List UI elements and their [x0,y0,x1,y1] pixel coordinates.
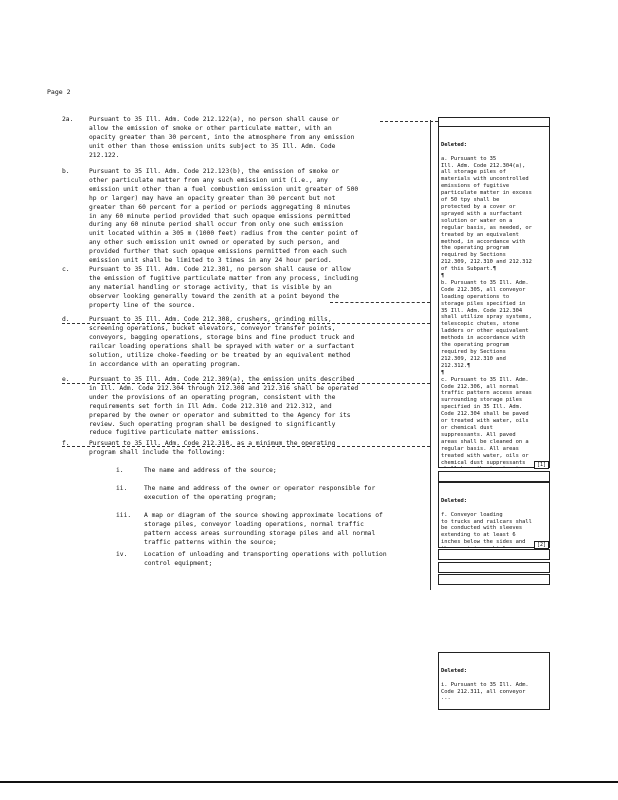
comment-line: particulate matter in excess [441,190,532,197]
comment-line: Code 212.305, all conveyor [441,286,526,293]
paragraph-number: 2a. [62,116,74,123]
sub-item-line: pattern access areas surrounding storage piles and all normal [144,529,376,537]
paragraph-line: Pursuant to 35 Ill. Adm. Code 212.301, no person shall cause or allow [89,266,351,273]
connector-c [330,302,430,303]
comment-line: inches below the sides and [441,539,526,546]
page-bottom-edge [0,781,618,783]
comment-line: f. Conveyor loading [441,511,503,518]
comment-formatted[interactable] [438,549,550,560]
comment-line: shall utilize spray systems, [441,314,532,321]
paragraph-line: hp or larger) may have an opacity greater than 30 percent but not [89,194,336,202]
paragraph-line: Pursuant to 35 Ill. Adm. Code 212.122(a), no person shall cause or [89,116,340,123]
sub-item-line: The name and address of the owner or operator responsible for [144,485,376,492]
comment-line: sprayed with a surfactant [441,210,523,217]
comment-deleted-4[interactable]: Deleted: f. Conveyor loading to trucks and railcars shall be conducted with sleeves extending to at least 6 inches below the sides and [438,482,550,548]
comment-line [441,546,547,548]
comment-connector-line [430,120,431,590]
comment-line: 35 Ill. Adm. Code 212.304 [441,307,523,314]
comment-line: telescopic chutes, stone [441,321,519,328]
paragraph-line: during any 60 minute period shall occur from only one such emission [89,221,344,229]
comment-line: 212.312.¶ [441,362,471,369]
paragraph-line: in accordance with an operating program. [89,360,241,368]
paragraph-line: reduce fugitive particulate matter emissions. [89,429,260,437]
paragraph-number: c. [62,266,70,273]
comment-line: or treated with water, oils [441,418,529,425]
comment-line: suppressants. All paved [441,431,516,438]
paragraph-line: 212.122. [89,151,120,159]
comment-line: i. Pursuant to 35 Ill. Adm. [441,681,529,688]
comment-line: Code 212.304 shall be paved [441,411,529,418]
paragraph-line: prepared by the owner or operator and submitted to the Agency for its [89,411,351,419]
comment-line: chemical dust suppressants [441,459,526,466]
comment-marker-2[interactable]: [2] [534,541,549,549]
paragraph-line: solution, utilize choke-feeding or be treated by an equivalent method [89,351,351,359]
connector-2a [380,121,438,122]
comment-line: of 50 tpy shall be [441,197,500,204]
sub-item-number: iv. [116,551,128,558]
comment-line: specified in 35 Ill. Adm. [441,404,523,411]
comment-line: extending to at least 6 [441,532,516,539]
comment-line: be conducted with sleeves [441,525,523,532]
sub-item-line: Location of unloading and transporting operations with pollution [144,551,387,558]
comment-line: Code 212.306, all normal [441,383,519,390]
comment-line: treated with water, oils or [441,452,529,459]
comment-marker-1[interactable]: [1] [534,461,549,469]
comment-line: b. Pursuant to 35 Ill. Adm. [441,279,529,286]
comment-line: treated by an equivalent [441,231,519,238]
paragraph-number: b. [62,168,70,175]
comment-line: ¶ [441,369,445,376]
paragraph-line: provided further that such opaque emissions permitted from each such [89,248,347,256]
comment-line: protected by a cover or [441,203,516,210]
comment-line: the operating program [441,245,510,252]
paragraph-line: emission unit other than a fuel combustion emission unit greater of 500 [89,185,359,193]
paragraph-line: Pursuant to 35 Ill. Adm. Code 212.309(a), the emission units described [89,376,355,383]
paragraph-line: any material handling or storage activity, that is visible by an [89,283,332,291]
comment-line: ladders or other equivalent [441,328,529,335]
comment-deleted-5[interactable] [438,562,550,573]
comment-deleted-6[interactable] [438,574,550,585]
page-label: Page 2 [47,88,71,96]
comment-line: regular basis, as needed, or [441,224,532,231]
comment-line: ... [441,695,451,702]
comment-line: ¶ [441,273,445,280]
paragraph-line: greater than 60 percent for a period or periods aggregating 8 minutes [89,203,351,211]
comment-line: Ill. Adm. Code 212.304(a), [441,162,526,169]
paragraph-line: property line of the source. [89,301,196,309]
comment-line: 212.309, 212.310 and 212.312 [441,259,532,266]
paragraph-number: f. [62,440,70,447]
paragraph-number: d. [62,316,70,323]
paragraph-line: emission unit shall be limited to 3 times in any 24 hour period. [89,257,332,265]
paragraph-line: in Ill. Adm. Code 212.304 through 212.308 and 212.316 shall be operated [89,384,359,392]
sub-item-line: traffic patterns within the source; [144,538,277,546]
comment-line: loading operations to [441,293,510,300]
paragraph-line: unit other than those emission units subject to 35 Ill. Adm. Code [89,142,336,150]
paragraph-line: any other such emission unit owned or operated by such person, and [89,239,340,247]
paragraph-number: e. [62,376,70,383]
paragraph-line: other particulate matter from any such emission unit (i.e., any [89,176,328,184]
paragraph-line: the emission of fugitive particulate matter from any process, including [89,274,359,282]
comment-line [441,466,547,468]
comment-line: or chemical dust [441,424,493,431]
comment-line: areas shall be cleaned on a [441,438,529,445]
comment-line: regular basis. All areas [441,445,519,452]
paragraph-line: opacity greater than 30 percent, into the atmosphere from any emission [89,133,355,141]
sub-item-line: The name and address of the source; [144,467,277,474]
sub-item-line: A map or diagram of the source showing approximate locations of [144,512,383,519]
paragraph-line: program shall include the following: [89,448,226,456]
comment-deleted-3[interactable] [438,471,550,482]
comment-line: required by Sections [441,349,506,355]
paragraph-line: railcar loading operations shall be sprayed with water or a surfactant [89,342,355,350]
paragraph-line: conveyors, bagging operations, storage bins and fine product truck and [89,333,355,341]
paragraph-line: allow the emission of smoke or other particulate matter, with an [89,124,332,132]
comment-line: emissions of fugitive [441,183,510,190]
comment-line: to trucks and railcars shall [441,518,532,525]
comment-line: traffic pattern access areas [441,390,532,397]
comment-line: surrounding storage piles [441,397,523,404]
comment-deleted-7[interactable]: Deleted: i. Pursuant to 35 Ill. Adm. Code 212.311, all conveyor ... [438,652,550,710]
comment-line: the operating program [441,342,510,349]
paragraph-line: in any 60 minute period provided that such opaque emissions permitted [89,212,351,220]
paragraph-line: unit located within a 305 m (1000 feet) radius from the center point of [89,230,359,238]
comment-line: a. Pursuant to 35 [441,155,497,162]
paragraph-line: Pursuant to 35 Ill. Adm. Code 212.310, as a minimum the operating [89,440,336,447]
connector-f [62,446,430,447]
paragraph-line: screening operations, bucket elevators, conveyor transfer points, [89,324,336,332]
connector-e [62,383,430,384]
comment-line: method, in accordance with [441,238,526,245]
sub-item-number: i. [116,467,124,474]
paragraph-line: observer looking generally toward the zenith at a point beyond the [89,292,340,300]
comment-line: Code 212.311, all conveyor [441,688,526,695]
paragraph-line: requirements set forth in Ill Adm. Code 212.310 and 212.312, and [89,402,332,410]
comment-line: all storage piles of [441,169,506,176]
paragraph-line: review. Such operating program shall be designed to significantly [89,420,336,428]
comment-line: storage piles specified in [441,300,526,307]
sub-item-number: ii. [116,485,128,492]
sub-item-number: iii. [116,512,132,519]
paragraph-line: under the provisions of an operating program, consistent with the [89,393,336,401]
paragraph-line: Pursuant to 35 Ill. Adm. Code 212.308, crushers, grinding mills, [89,316,332,323]
comment-line: of this Subpart.¶ [441,266,497,273]
sub-item-line: storage piles, conveyor loading operations, normal traffic [144,520,364,528]
comment-line: c. Pursuant to 35 Ill. Adm. [441,376,529,383]
sub-item-line: control equipment; [144,559,213,567]
comment-line: methods in accordance with [441,335,526,342]
connector-d [62,323,430,324]
comment-line: required by Sections [441,252,506,259]
comment-line: solution or water on a [441,217,513,224]
comment-line: 212.309, 212.310 and [441,355,506,362]
paragraph-line: Pursuant to 35 Ill. Adm. Code 212.123(b), the emission of smoke or [89,168,340,175]
sub-item-line: execution of the operating program; [144,493,277,501]
comment-deleted-2[interactable]: Deleted: a. Pursuant to 35 Ill. Adm. Code 212.304(a), all storage piles of materials with uncontrolled emissions of fugitive particulate matter in excess of 50 tpy shall be protected by a cover or sprayed with a surfactant solution or water on a regular basis, as needed, or treated by an equivalent method, in accordance with the operating program required by Sections 212.309, 212.310 and 212.312 of this Subpart.¶ ¶ b. Pursuant to 35 Ill. Adm. Code 212.305, all conveyor loading operations to storage piles specified in 35 Ill. Adm. Code 212.304 shall utilize spray systems, telescopic chutes, stone ladders or other equivalent methods in accordance with the operating program required by Sections 212.309, 212.310 and 212.312.¶ ¶ c. Pursuant to 35 Ill. Adm. Code 212.306, all normal traffic pattern access areas surrounding storage piles specified in 35 Ill. Adm. Code 212.304 shall be paved or treated with water, oils or chemical dust suppressants. All paved areas shall be cleaned on a regular basis. All areas treated with water, oils or chemical dust suppressants [438,126,550,468]
comment-line: materials with uncontrolled [441,176,529,183]
